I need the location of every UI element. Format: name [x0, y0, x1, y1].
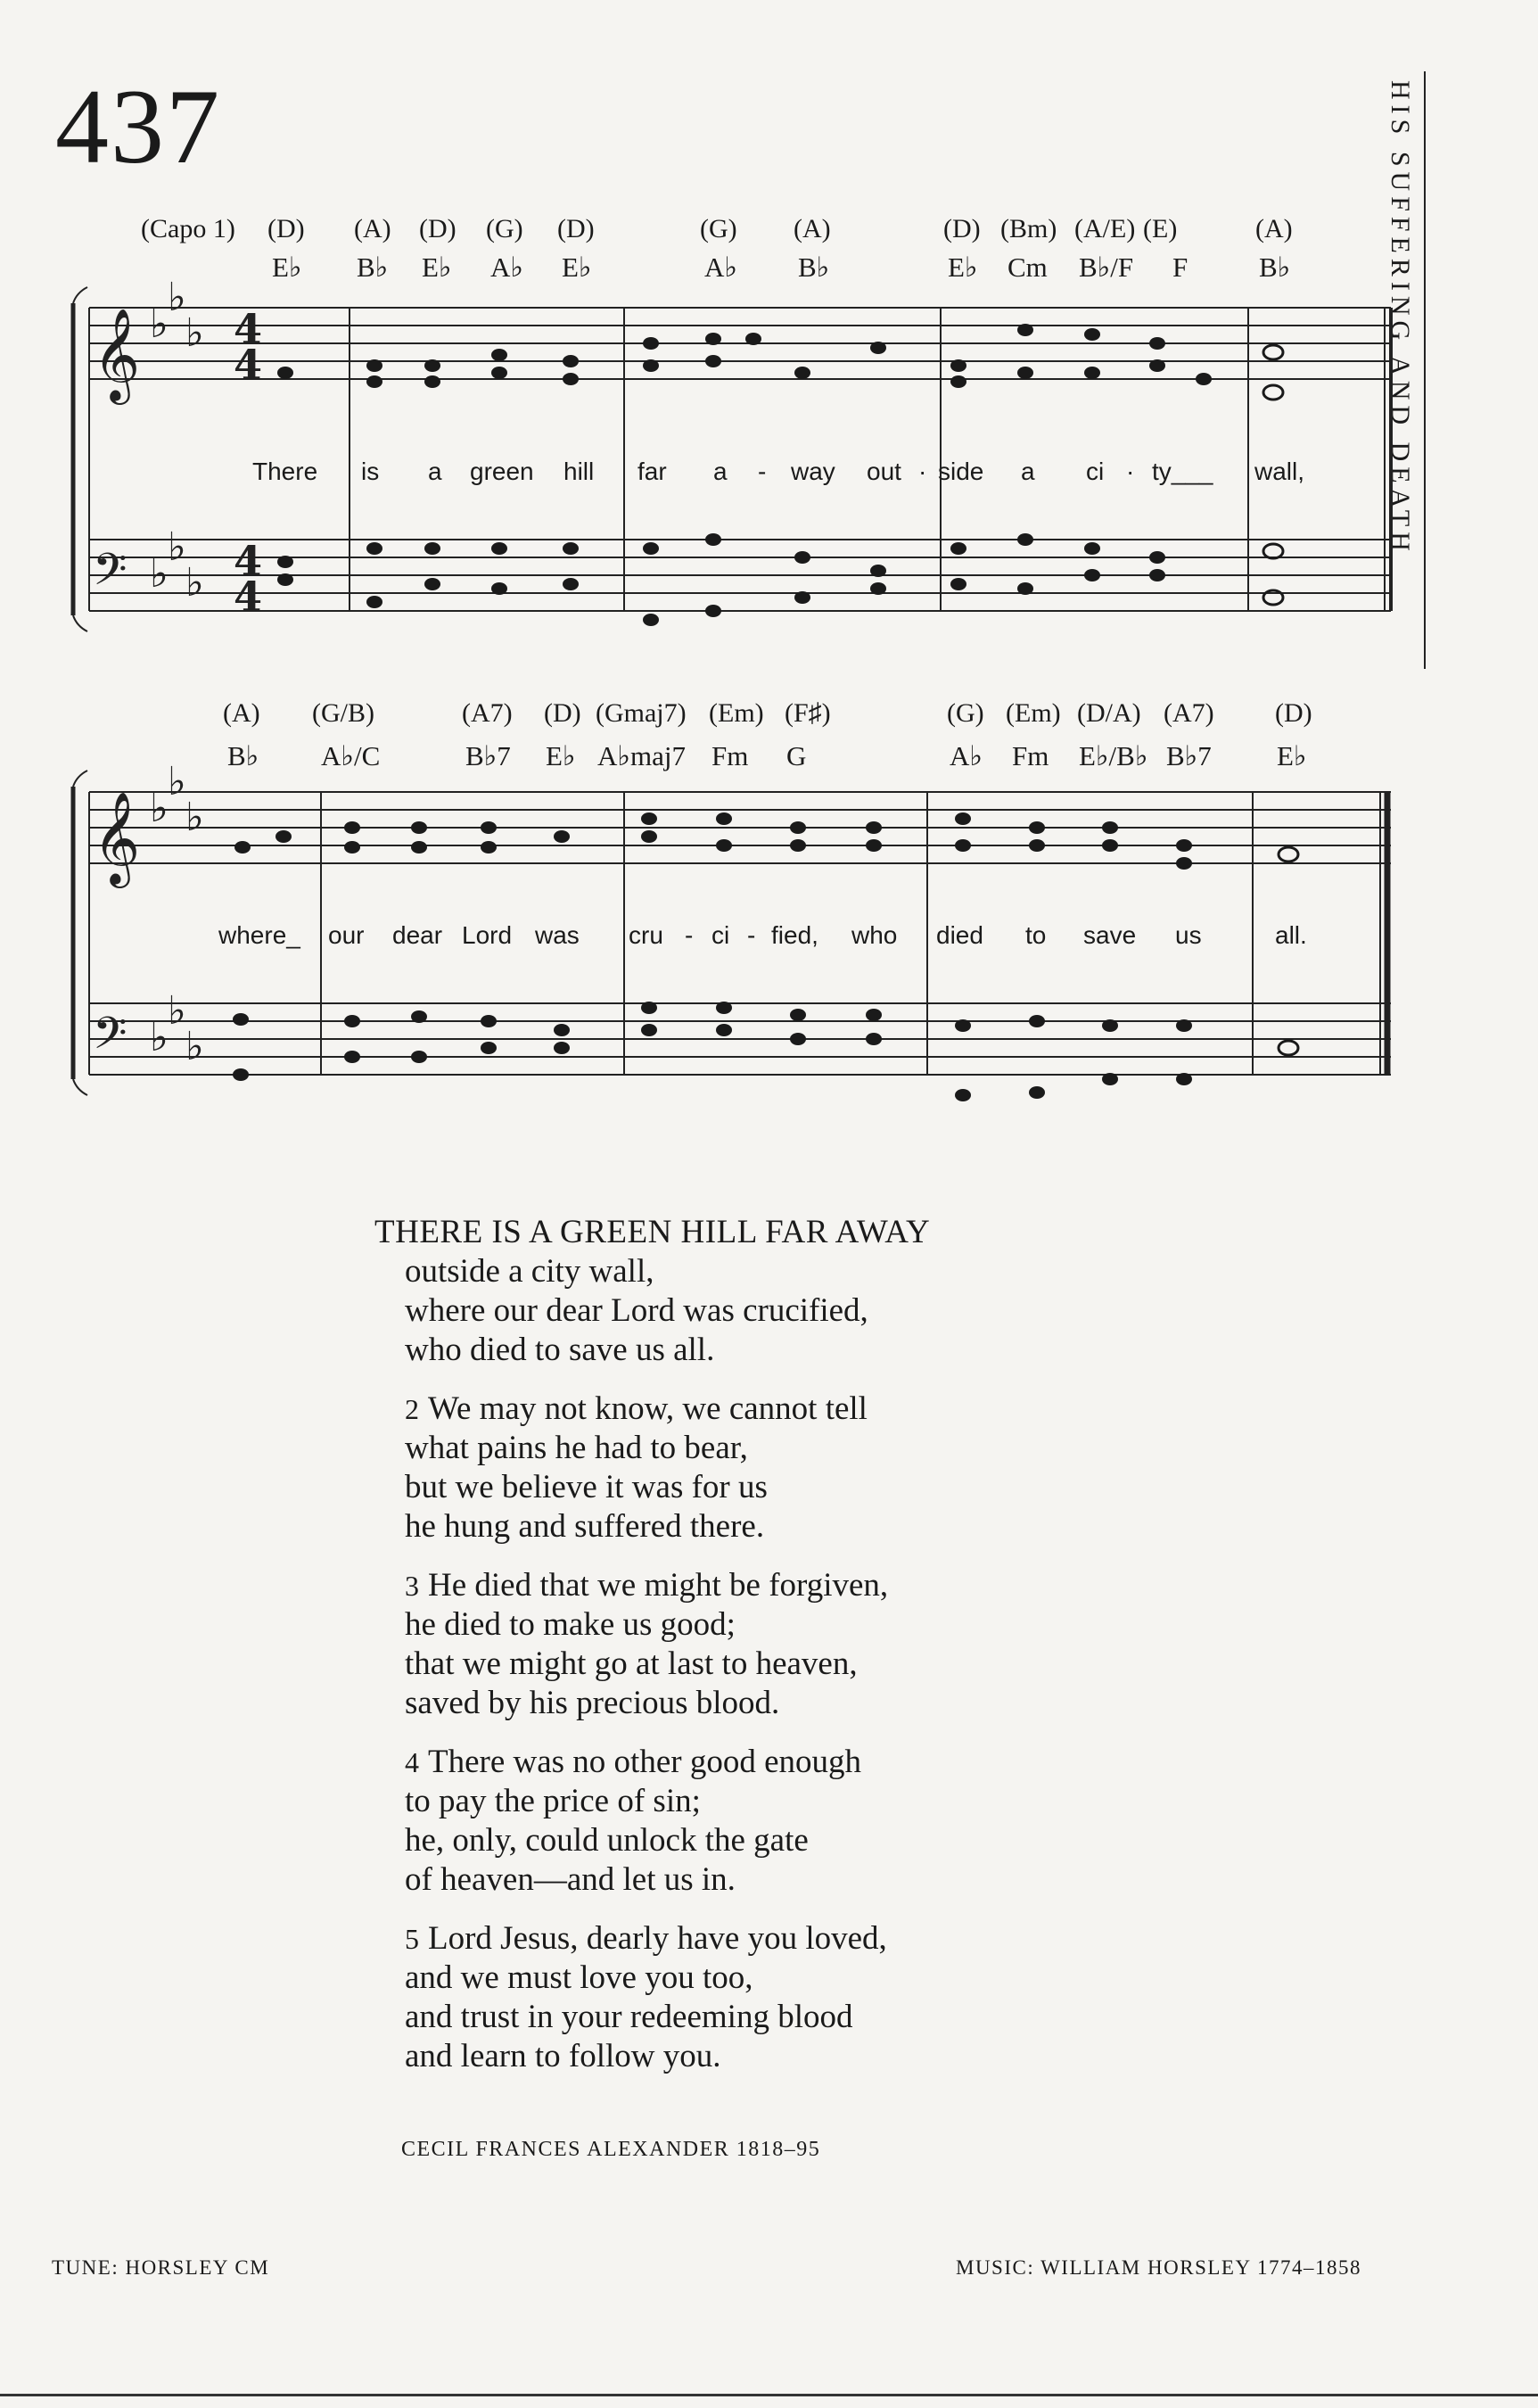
lyric-syllable: fied,	[771, 921, 818, 949]
svg-text:♭: ♭	[185, 1024, 204, 1069]
system2-bass-staff	[89, 1003, 1391, 1075]
chord-symbol: E♭	[948, 252, 978, 283]
capo-chord: (G)	[947, 698, 984, 728]
lyric-syllable: a	[1021, 458, 1035, 485]
music-score	[0, 0, 1538, 1124]
lyric-syllable: our	[328, 921, 365, 949]
note-heads	[233, 324, 1298, 1101]
capo-chord: (E)	[1143, 214, 1178, 243]
lyric-syllable: wall,	[1254, 458, 1305, 485]
lyric-syllable: way	[791, 458, 835, 485]
composer-years: 1774–1858	[1256, 2256, 1361, 2279]
verse-line: There was no other good enough	[428, 1744, 862, 1780]
chord-symbol: Fm	[711, 740, 749, 771]
chord-symbol: A♭	[950, 740, 983, 771]
capo-chord: (A)	[354, 214, 391, 243]
capo-chord: (A7)	[462, 698, 513, 728]
capo-chord: (D)	[544, 698, 581, 728]
page-edge	[0, 2394, 1538, 2396]
lyric-syllable: ·	[1126, 458, 1135, 485]
verse-line: Lord Jesus, dearly have you loved,	[428, 1920, 887, 1957]
verse-4	[374, 1743, 1177, 1900]
chord-symbol: Fm	[1012, 740, 1049, 771]
svg-text:♭: ♭	[168, 759, 186, 804]
author-name: CECIL FRANCES ALEXANDER	[401, 2138, 730, 2161]
lyric-syllable: -	[758, 458, 767, 485]
verse-line: THERE IS A GREEN HILL FAR AWAY	[374, 1214, 931, 1250]
verse-line: he, only, could unlock the gate	[405, 1822, 809, 1859]
capo-chord: (D)	[557, 214, 595, 243]
bass-clef-icon: 𝄢	[93, 1008, 127, 1070]
author-years: 1818–95	[736, 2138, 821, 2161]
svg-text:♭: ♭	[168, 275, 186, 320]
lyric-syllable: a	[428, 458, 442, 485]
lyric-syllable: -	[685, 921, 694, 949]
hymn-number: 437	[55, 67, 221, 186]
capo-chord: (A7)	[1164, 698, 1214, 728]
lyric-syllable: who	[851, 921, 898, 949]
chord-symbol: E♭	[562, 252, 592, 283]
svg-text:4: 4	[234, 341, 263, 389]
svg-text:♭: ♭	[150, 301, 169, 347]
tune-credit: TUNE: HORSLEY CM	[52, 2256, 270, 2279]
lyric-syllable: where_	[218, 921, 300, 949]
chord-symbol: A♭maj7	[597, 740, 686, 771]
lyric-syllable: died	[936, 921, 983, 949]
verse-line: to pay the price of sin;	[405, 1783, 701, 1819]
verse-line: that we might go at last to heaven,	[405, 1645, 858, 1682]
capo-chord: (G)	[486, 214, 523, 243]
chord-symbol: A♭	[490, 252, 524, 283]
composer-name: MUSIC: WILLIAM HORSLEY	[956, 2256, 1251, 2279]
verse-number: 5	[405, 1923, 419, 1955]
chord-symbol: Cm	[1008, 252, 1048, 283]
capo-chord: (D/A)	[1077, 698, 1141, 728]
verse-5	[374, 1919, 1177, 2076]
capo-chord: (D)	[267, 214, 305, 243]
lyric-syllable: -	[747, 921, 756, 949]
verse-number: 4	[405, 1746, 419, 1778]
svg-text:♭: ♭	[168, 988, 186, 1034]
capo-chord: (A)	[794, 214, 831, 243]
capo-chord: (D)	[1275, 698, 1312, 728]
lyric-syllable: ty___	[1152, 458, 1213, 485]
chord-symbol: E♭/B♭	[1079, 740, 1148, 771]
capo-chord: (G)	[700, 214, 737, 243]
verse-2	[374, 1390, 1177, 1546]
lyric-syllable: There	[252, 458, 318, 485]
treble-clef-icon: 𝄞	[93, 791, 141, 885]
chord-symbol: G	[786, 740, 807, 771]
capo-chord: (Em)	[1006, 698, 1061, 728]
chord-symbol: E♭	[422, 252, 452, 283]
lyric-syllable: far	[637, 458, 667, 485]
lyric-syllable: ci	[1086, 458, 1105, 485]
chord-symbol: B♭	[357, 252, 389, 283]
verse-line: saved by his precious blood.	[405, 1685, 780, 1721]
lyric-syllable: Lord	[462, 921, 513, 949]
lyric-syllable: all.	[1275, 921, 1307, 949]
verse-line: who died to save us all.	[405, 1332, 715, 1368]
verse-line: but we believe it was for us	[405, 1469, 768, 1505]
verse-line: he died to make us good;	[405, 1606, 736, 1643]
lyric-syllable: us	[1175, 921, 1202, 949]
verse-line: We may not know, we cannot tell	[428, 1390, 868, 1427]
capo-chord: (F♯)	[785, 698, 831, 728]
capo-chord: (Bm)	[1000, 214, 1057, 243]
lyric-syllable: a	[713, 458, 728, 485]
author-credit	[401, 2138, 820, 2162]
capo-label: (Capo 1)	[141, 214, 235, 243]
lyric-syllable: was	[535, 921, 580, 949]
chord-symbol: B♭	[798, 252, 830, 283]
svg-text:4: 4	[234, 537, 263, 585]
chord-symbol: B♭7	[1166, 740, 1212, 771]
bass-clef-icon: 𝄢	[93, 544, 127, 606]
verse-line: outside a city wall,	[405, 1253, 654, 1290]
system2-treble-staff	[89, 792, 1391, 863]
capo-chord: (D)	[419, 214, 456, 243]
treble-clef-icon: 𝄞	[93, 308, 141, 401]
verse-1	[374, 1213, 1177, 1370]
lyric-syllable: hill	[563, 458, 595, 485]
verse-line: and trust in your redeeming blood	[405, 1999, 853, 2035]
chord-symbol: E♭	[1277, 740, 1307, 771]
verse-line: where our dear Lord was crucified,	[405, 1292, 868, 1329]
svg-text:4: 4	[234, 305, 263, 353]
capo-chord: (Em)	[709, 698, 764, 728]
capo-chord: (G/B)	[312, 698, 374, 728]
capo-chord: (A)	[1255, 214, 1293, 243]
lyric-syllable: ·	[918, 458, 927, 485]
svg-text:4: 4	[234, 573, 263, 621]
lyric-syllable: green	[470, 458, 534, 485]
chord-symbol: A♭	[704, 252, 738, 283]
chord-symbol: F	[1172, 252, 1188, 283]
verse-line: he hung and suffered there.	[405, 1508, 765, 1545]
chord-symbol: A♭/C	[321, 740, 381, 771]
verse-line: of heaven—and let us in.	[405, 1861, 736, 1898]
verse-3	[374, 1566, 1177, 1723]
svg-text:♭: ♭	[185, 560, 204, 606]
lyric-syllable: is	[361, 458, 380, 485]
music-credit	[956, 2256, 1361, 2280]
capo-chord: (A/E)	[1074, 214, 1136, 243]
svg-text:♭: ♭	[185, 310, 204, 356]
verse-line: what pains he had to bear,	[405, 1430, 748, 1466]
hymn-text	[374, 1213, 1177, 2096]
svg-text:♭: ♭	[150, 1015, 169, 1060]
svg-text:♭: ♭	[168, 524, 186, 570]
verse-line: and we must love you too,	[405, 1959, 753, 1996]
lyric-syllable: cru	[629, 921, 663, 949]
svg-text:♭: ♭	[150, 551, 169, 597]
lyric-syllable: save	[1083, 921, 1137, 949]
section-title: HIS SUFFERING AND DEATH	[1386, 80, 1415, 557]
lyric-syllable: ci	[711, 921, 730, 949]
lyric-syllable: dear	[392, 921, 443, 949]
svg-text:♭: ♭	[185, 795, 204, 840]
chord-symbol: B♭7	[465, 740, 511, 771]
lyric-syllable: out	[867, 458, 901, 485]
key-signature-flats	[150, 275, 204, 1069]
svg-text:♭: ♭	[150, 786, 169, 831]
verse-number: 2	[405, 1393, 419, 1425]
verse-number: 3	[405, 1570, 419, 1602]
lyric-syllable: to	[1025, 921, 1047, 949]
time-signature	[234, 305, 262, 621]
chord-symbol: B♭	[227, 740, 259, 771]
chord-symbol: E♭	[272, 252, 302, 283]
capo-chord: (A)	[223, 698, 260, 728]
chord-symbol: B♭	[1259, 252, 1291, 283]
capo-chord: (Gmaj7)	[596, 698, 687, 728]
lyric-syllable: side	[938, 458, 984, 485]
chord-symbol: B♭/F	[1079, 252, 1134, 283]
capo-chord: (D)	[943, 214, 981, 243]
verse-line: and learn to follow you.	[405, 2038, 721, 2074]
chord-symbol: E♭	[546, 740, 576, 771]
verse-line: He died that we might be forgiven,	[428, 1567, 889, 1604]
